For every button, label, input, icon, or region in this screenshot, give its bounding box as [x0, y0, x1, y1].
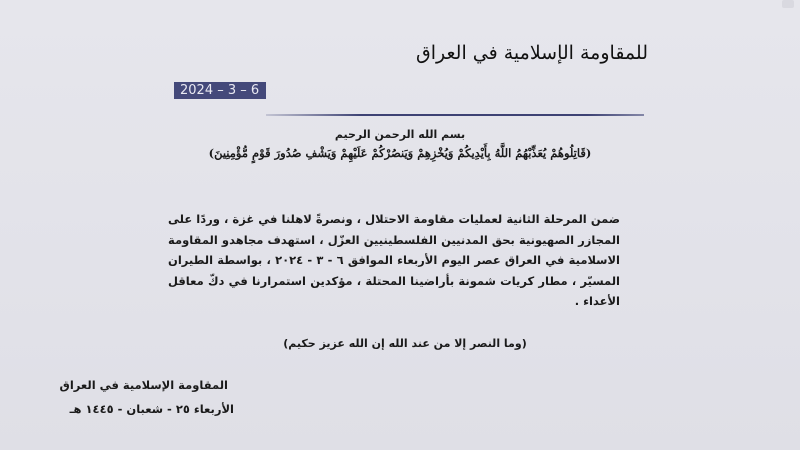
closing-verse: (وما النصر إلا من عند الله إن الله عزيز حكيم): [283, 337, 527, 350]
signature-organization: المقاومة الإسلامية في العراق: [59, 378, 228, 392]
basmala: بسم الله الرحمن الرحيم: [334, 128, 466, 141]
signature-date: الأربعاء ٢٥ - شعبان - ١٤٤٥ هـ: [69, 402, 234, 416]
statement-paragraph: ضمن المرحلة الثانية لعمليات مقاومة الاحتلال ، ونصرةً لاهلنا في غزة ، وردًا على المجازر الصهيونية بحق المدنيين الفلسطينيين العزّل ، استهدف مجاهدو المقاومة الاسلامية في العراق عصر اليوم الأربعاء الموافق ٦ - ٣ - ٢٠٢٤ ، بواسطة الطيران المسيّر ، مطار كريات شمونة بأراضينا المحتلة ، مؤكدين استمرارنا في دكّ معاقل الأعداء .: [168, 212, 620, 308]
corner-mark: [782, 0, 794, 8]
date-badge: 2024 – 3 – 6: [174, 82, 266, 99]
quran-verse: (قَاتِلُوهُمْ يُعَذِّبْهُمُ اللَّهُ بِأَيْدِيكُمْ وَيُخْزِهِمْ وَيَنصُرْكُمْ عَلَيْهِمْ وَيَشْفِ صُدُورَ قَوْمٍ مُّؤْمِنِينَ): [208, 146, 592, 160]
header-divider: [266, 114, 644, 116]
organization-title: للمقاومة الإسلامية في العراق: [416, 42, 648, 64]
